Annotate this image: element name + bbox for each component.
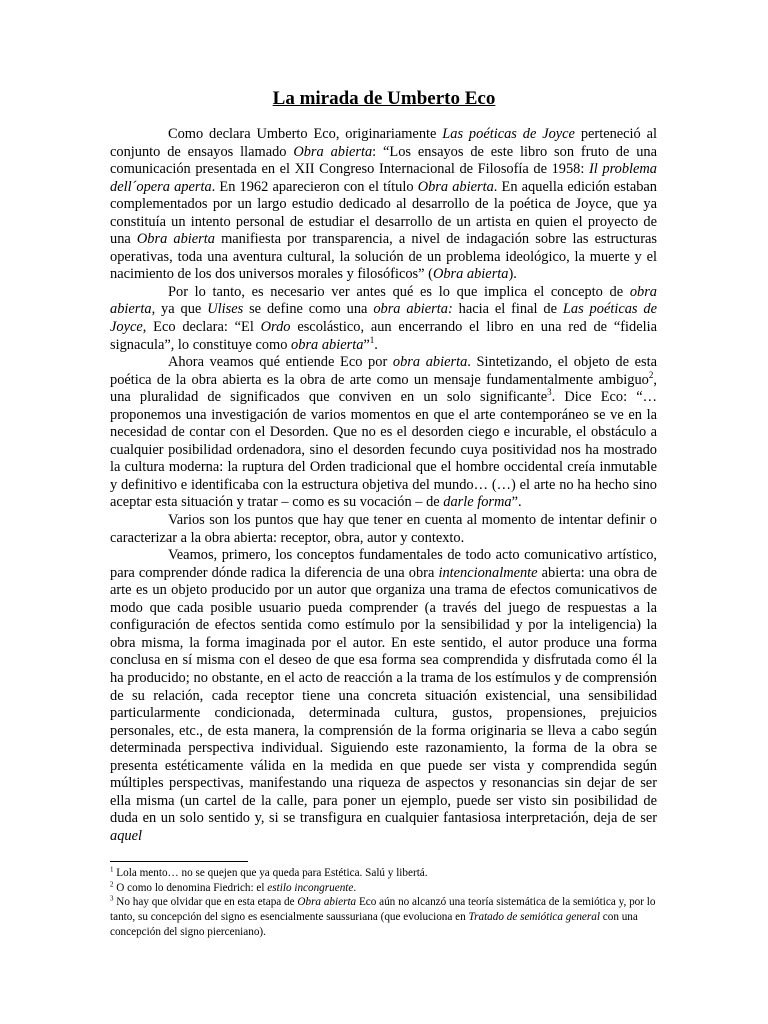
italic-text: intencionalmente: [438, 564, 538, 581]
italic-text: Las poéticas de Joyce: [442, 126, 575, 142]
text-run: , una pluralidad de significados que conviven en un solo significante: [110, 371, 657, 406]
text-run: .: [353, 881, 357, 894]
italic-text: estilo incongruente: [267, 881, 354, 894]
text-run: . En aquella edición estaban complementados por un largo estudio dedicado al desarrollo de la poética de Joyce, que ya constituía un intento personal de estudiar el desarrollo de un artista en quien el proyecto de una: [110, 178, 658, 248]
text-run: O como lo denomina Fiedrich: el: [113, 881, 268, 894]
text-run: Veamos, primero, los conceptos fundamentales de todo acto comunicativo artístico, para comprender dónde radica la diferencia de una obra: [110, 547, 657, 581]
italic-text: Obra abierta: [297, 896, 357, 909]
text-run: con una concepción del signo pierceniano).: [110, 911, 638, 938]
italic-text: obra abierta: [110, 283, 657, 318]
footnote-ref: 3: [547, 387, 552, 398]
text-run: , ya que: [151, 301, 208, 318]
italic-text: obra abierta: [392, 354, 468, 371]
italic-text: Obra abierta: [293, 143, 373, 160]
text-run: Ahora veamos qué entiende Eco por: [168, 354, 393, 371]
italic-text: Tratado de semiótica general: [468, 911, 600, 924]
text-run: abierta: una obra de arte es un objeto producido por un autor que organiza una trama de efectos comunicativos de modo que cada posible usuario pueda comprender (a través del juego de respuestas a la configuración de efectos sentida como estímulo por la sensibilidad y por la inteligencia) la obra misma, la forma imaginada por el autor. En este sentido, el autor produce una forma conclusa en sí misma con el deseo de que esa forma sea comprendida y disfrutada como él la ha producido; no obstante, en el acto de reacción a la trama de los estímulos y de comprensión de su relación, cada receptor tiene una concreta situación existencial, una sensibilidad particularmente condicionada, determinada cultura, gustos, propensiones, prejuicios personales, etc., de esta manera, la comprensión de la forma originaria se lleva a cabo según determinada perspectiva individual. Siguiendo este razonamiento, la forma de la obra se presenta estéticamente válida en la medida en que puede ser vista y comprendida según múltiples perspectivas, manifestando una riqueza de aspectos y resonancias sin dejar de ser ella misma (un cartel de la calle, para poner un ejemplo, puede ser visto sin posibilidad de duda en un solo sentido y, si se transfigura en cualquier fantasiosa interpretación, deja de ser: [110, 564, 657, 827]
italic-text: darle forma: [443, 494, 512, 511]
document-title: La mirada de Umberto Eco: [272, 88, 496, 109]
text-run: , Eco declara: “El: [142, 319, 261, 336]
paragraph-2: [110, 284, 657, 354]
italic-text: obra abierta:: [373, 301, 453, 318]
text-run: Como declara Umberto Eco, originariamente: [168, 126, 443, 142]
footnote-1: [110, 866, 657, 881]
text-run: manifiesta por transparencia, a nivel de indagación sobre las estructuras operativas, toda una aventura cultural, la solución de un problema ideológico, la muerte y el nacimiento de los dos universos morales y filosóficos” (: [110, 231, 657, 283]
paragraph-4: [110, 512, 657, 547]
text-run: .: [374, 336, 378, 353]
footnote-ref: 1: [110, 865, 114, 874]
text-run: Lola mento… no se quejen que ya queda para Estética. Salú y libertá.: [113, 867, 428, 879]
text-run: : “Los ensayos de este libro son fruto de una comunicación presentada en el XII Congreso Internacional de Filosofía de 1958:: [110, 143, 657, 178]
italic-text: aquel: [110, 827, 142, 844]
italic-text: Il problema dell´opera aperta: [110, 161, 658, 195]
footnote-separator: [110, 861, 248, 862]
italic-text: Ordo: [260, 319, 291, 336]
text-run: perteneció al conjunto de ensayos llamado: [110, 126, 657, 160]
paragraph-3: [110, 354, 657, 512]
paragraph-5: [110, 547, 657, 845]
italic-text: Ulises: [207, 301, 244, 318]
text-run: hacia el final de: [452, 301, 563, 318]
footnote-ref: 2: [110, 879, 114, 888]
text-run: . Sintetizando, el objeto de esta poética de la obra abierta es la obra de arte como un mensaje fundamentalmente ambiguo: [110, 354, 657, 388]
italic-text: Obra abierta: [417, 178, 494, 195]
footnote-ref: 2: [648, 369, 654, 380]
text-run: ”.: [511, 494, 522, 511]
italic-text: obra abierta: [291, 336, 364, 353]
footnote-3: [110, 895, 657, 939]
footnotes: [110, 866, 657, 940]
text-run: ”: [363, 336, 370, 353]
footnote-ref: 1: [369, 334, 375, 345]
text-run: . Dice Eco: “… proponemos una investigación de varios momentos en que el arte contemporáneo se ve en la necesidad de contar con el Desorden. Que no es el desorden ciego e incurable, el obstáculo a cualquier posibilidad ordenadora, sino el desorden fecundo cuya positividad nos ha mostrado la cultura moderna: la ruptura del Orden tradicional que el hombre occidental creía inmutable y definitivo e identificaba con la estructura objetiva del mundo… (…) el arte no ha hecho sino aceptar esta situación y tratar – como es su vocación – de: [110, 389, 657, 511]
text-run: No hay que olvidar que en esta etapa de: [113, 896, 298, 909]
text-run: ).: [508, 266, 517, 283]
italic-text: Obra abierta: [136, 231, 215, 248]
italic-text: Las poéticas de Joyce: [110, 301, 657, 336]
text-run: Varios son los puntos que hay que tener en cuenta al momento de intentar definir o caracterizar a la obra abierta: receptor, obra, autor y contexto.: [110, 512, 657, 546]
text-run: Eco aún no alcanzó una teoría sistemática de la semiótica y, por lo tanto, su concepción del signo es esencialmente saussuriana (que evoluciona en: [110, 896, 656, 924]
italic-text: Obra abierta: [432, 266, 509, 283]
text-run: se define como una: [243, 301, 374, 318]
document-body: [110, 126, 657, 845]
text-run: escolástico, aun encerrando el libro en una red de “fidelia signacula”, lo constituye como: [110, 319, 657, 353]
footnote-2: [110, 881, 657, 896]
text-run: Por lo tanto, es necesario ver antes qué es lo que implica el concepto de: [168, 283, 630, 300]
footnote-ref: 3: [110, 894, 114, 903]
paragraph-1: [110, 126, 657, 284]
text-run: . En 1962 aparecieron con el título: [211, 178, 418, 195]
